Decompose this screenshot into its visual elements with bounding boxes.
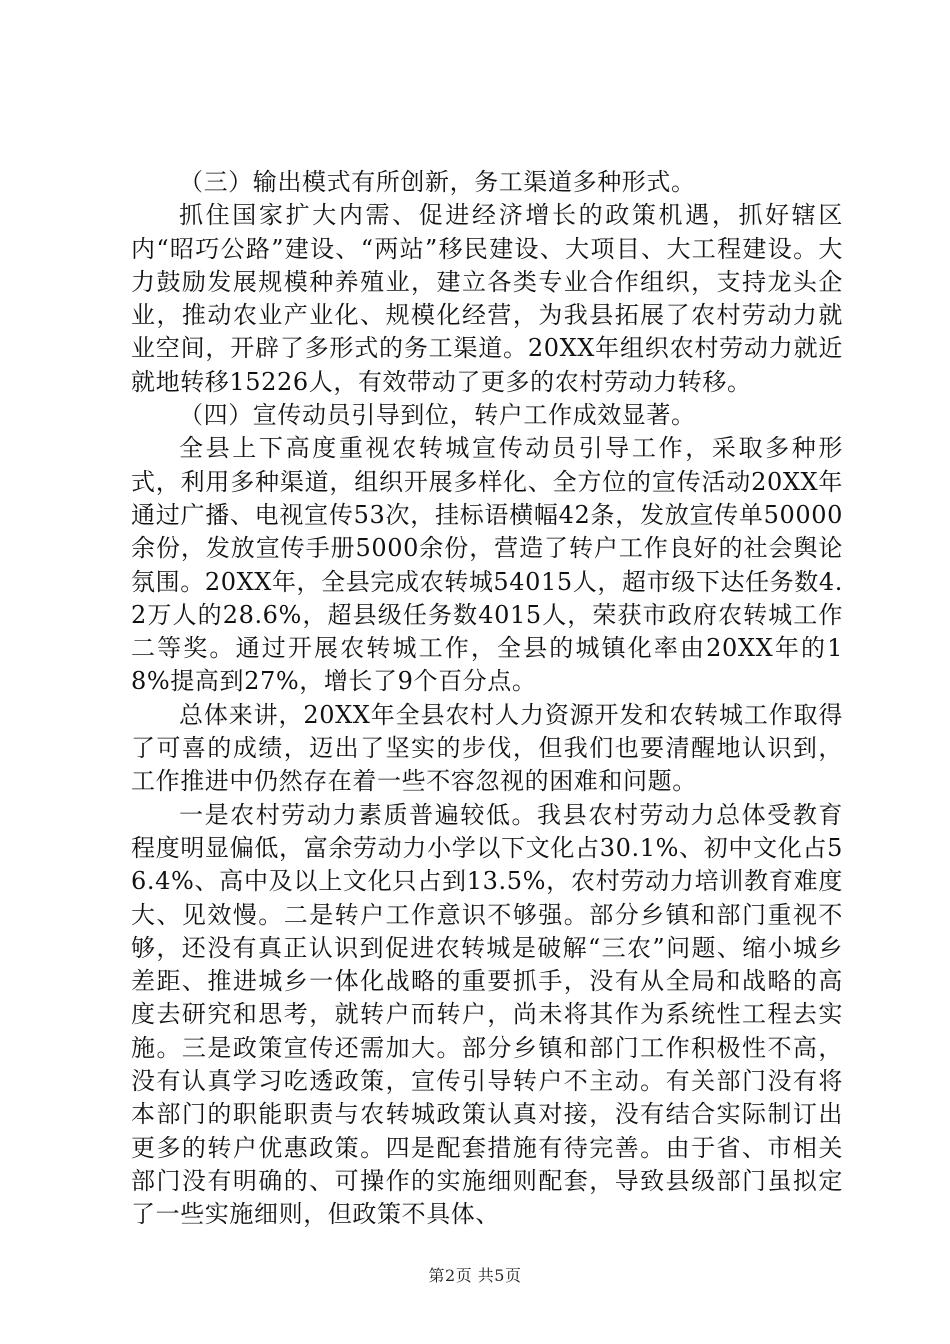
paragraph: 抓住国家扩大内需、促进经济增长的政策机遇，抓好辖区内“昭巧公路”建设、“两站”移民建设、大项目、大工程建设。大力鼓励发展规模种养殖业，建立各类专业合作组织，支持龙头企业，推动农业产业化、规模化经营，为我县拓展了农村劳动力就业空间，开辟了多形式的务工渠道。20XX年组织农村劳动力就近就地转移15226人，有效带动了更多的农村劳动力转移。	[131, 201, 843, 396]
section-heading-4: （四）宣传动员引导到位，转户工作成效显著。	[179, 401, 696, 430]
page-number: 第2页 共5页	[428, 1266, 522, 1285]
section-heading-3: （三）输出模式有所创新，务工渠道多种形式。	[179, 168, 696, 196]
document-body	[131, 166, 843, 1232]
paragraph: 一是农村劳动力素质普遍较低。我县农村劳动力总体受教育程度明显偏低，富余劳动力小学以下文化占30.1%、初中文化占56.4%、高中及以上文化只占到13.5%，农村劳动力培训教育难度大、见效慢。二是转户工作意识不够强。部分乡镇和部门重视不够，还没有真正认识到促进农转城是破解“三农”问题、缩小城乡差距、推进城乡一体化战略的重要抓手，没有从全局和战略的高度去研究和思考，就转户而转户，尚未将其作为系统性工程去实施。三是政策宣传还需加大。部分乡镇和部门工作积极性不高，没有认真学习吃透政策，宣传引导转户不主动。有关部门没有将本部门的职能职责与农转城政策认真对接，没有结合实际制订出更多的转户优惠政策。四是配套措施有待完善。由于省、市相关部门没有明确的、可操作的实施细则配套，导致县级部门虽拟定了一些实施细则，但政策不具体、	[131, 800, 843, 1229]
paragraph: 全县上下高度重视农转城宣传动员引导工作，采取多种形式，利用多种渠道，组织开展多样化、全方位的宣传活动20XX年通过广播、电视宣传53次，挂标语横幅42条，发放宣传单50000余份，发放宣传手册5000余份，营造了转户工作良好的社会舆论氛围。20XX年，全县完成农转城54015人，超市级下达任务数4.2万人的28.6%，超县级任务数4015人，荣获市政府农转城工作二等奖。通过开展农转城工作，全县的城镇化率由20XX年的18%提高到27%，增长了9个百分点。	[131, 434, 843, 696]
paragraph: 总体来讲，20XX年全县农村人力资源开发和农转城工作取得了可喜的成绩，迈出了坚实的步伐，但我们也要清醒地认识到，工作推进中仍然存在着一些不容忽视的困难和问题。	[131, 700, 843, 796]
